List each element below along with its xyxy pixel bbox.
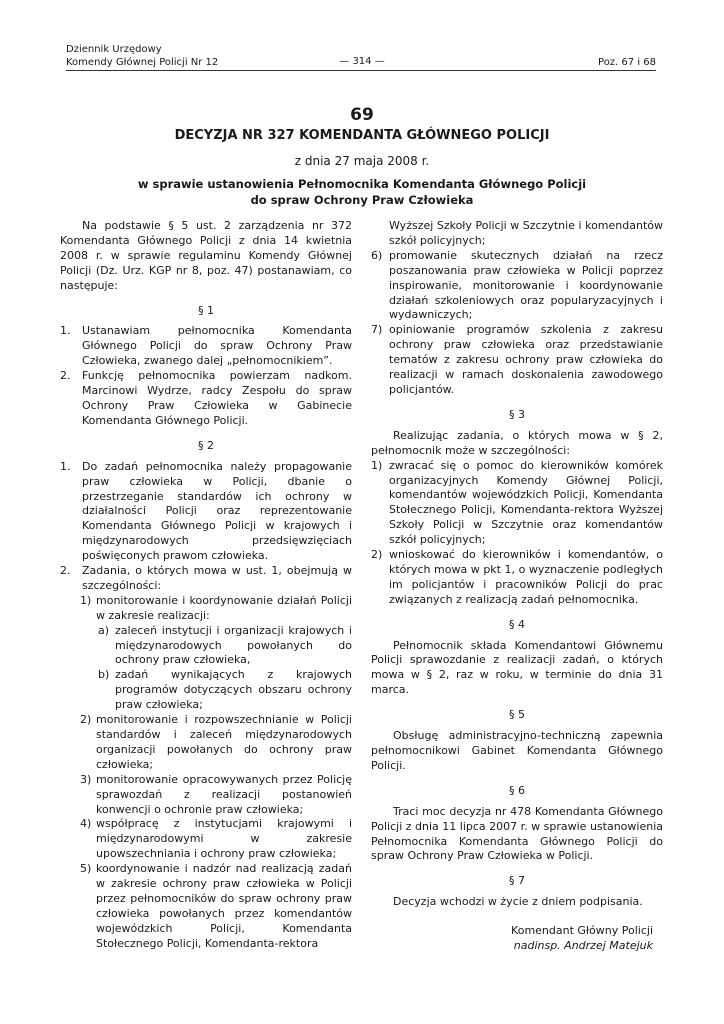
point-number: 2) [80, 713, 92, 727]
point-number: 3) [80, 772, 92, 786]
point-number: 2) [371, 548, 383, 562]
point-text: monitorowanie i rozpowszechnianie w Policji standardów i zaleceń międzynarodowych organizacji powołanych do ochrony praw człowieka; [96, 713, 352, 771]
point-number: 5) [80, 862, 92, 876]
section-2-point-1b [98, 668, 352, 713]
point-text: koordynowanie i nadzór nad realizacją zadań w zakresie ochrony praw człowieka w Policji przez pełnomocników do spraw ochrony praw człowieka powołanych przez komendantów wojewódzkich Policji, Komendanta Stołecznego Policji, Komendanta-rektora [96, 862, 352, 950]
section-2-item-1 [60, 460, 352, 564]
signature-block [371, 924, 653, 954]
section-1-item-2 [60, 369, 352, 429]
item-number: 1. [60, 459, 71, 473]
point-number: 6) [371, 248, 383, 262]
section-1-heading: § 1 [198, 303, 214, 317]
point-text: wnioskować do kierowników i komendantów, o których mowa w pkt 1, o wyznaczenie podległych im policjantów i pracowników Policji do prac związanych z realizacją zadań pełnomocnika. [389, 548, 663, 606]
section-5-heading: § 5 [509, 708, 525, 722]
section-2-point-5-continuation: Wyższej Szkoły Policji w Szczytnie i komendantów szkół policyjnych; [389, 219, 663, 247]
journal-line-1: Dziennik Urzędowy [66, 44, 162, 55]
signatory-name: nadinsp. Andrzej Matejuk [513, 939, 653, 953]
section-3-point-1 [371, 459, 663, 548]
letter-text: zadań wynikających z krajowych programów dotyczących obszaru ochrony praw człowieka; [115, 668, 352, 712]
section-2-point-3 [80, 773, 352, 818]
page-number: — 314 — [339, 56, 385, 67]
journal-line-2: Komendy Głównej Policji Nr 12 [66, 57, 219, 68]
header-divider [66, 70, 656, 71]
point-number: 4) [80, 817, 92, 831]
point-number: 7) [371, 323, 383, 337]
point-text: opiniowanie programów szkolenia z zakresu ochrony praw człowieka oraz przedstawianie tematów z zakresu ochrony praw człowieka do realizacji w ramach doskonalenia zawodowego policjantów. [389, 323, 663, 396]
point-number: 1) [80, 593, 92, 607]
point-text: współpracę z instytucjami krajowymi i międzynarodowymi w zakresie upowszechniania i ochrony praw człowieka; [96, 817, 352, 861]
point-text: monitorowanie opracowywanych przez Policję sprawozdań z realizacji postanowień konwencji o ochronie praw człowieka; [96, 772, 352, 816]
signatory-role: Komendant Główny Policji [511, 924, 653, 938]
item-number: 1. [60, 324, 71, 338]
section-2-point-1 [80, 594, 352, 624]
section-7-text: Decyzja wchodzi w życie z dniem podpisania. [393, 895, 643, 909]
section-2-point-6 [371, 249, 663, 324]
right-column [371, 219, 663, 954]
section-3-heading: § 3 [509, 407, 525, 421]
section-4-text: Pełnomocnik składa Komendantowi Głównemu Policji sprawozdanie z realizacji zadań, o których mowa w § 2, raz w roku, w terminie do dnia 31 marca. [371, 638, 663, 697]
section-6-text: Traci moc decyzja nr 478 Komendanta Głównego Policji z dnia 11 lipca 2007 r. w sprawie ustanowienia Pełnomocnika Komendanta Głównego Policji do spraw Ochrony Praw Człowieka w Policji. [371, 804, 663, 863]
document-number: 69 [350, 105, 374, 125]
item-text: Ustanawiam pełnomocnika Komendanta Głównego Policji do spraw Ochrony Praw Człowieka, zwanego dalej „pełnomocnikiem”. [82, 324, 352, 368]
point-text: zwracać się o pomoc do kierowników komórek organizacyjnych Komendy Głównej Policji, komendantów wojewódzkich Policji, Komendanta Stołecznego Policji, Komendanta-rektora Wyższej Szkoły Policji w Szczytnie oraz komendantów szkół policyjnych; [389, 458, 663, 547]
document-title: DECYZJA NR 327 KOMENDANTA GŁÓWNEGO POLICJI [174, 128, 550, 143]
section-1-item-1 [60, 324, 352, 369]
letter-number: b) [98, 668, 110, 682]
item-text: Funkcję pełnomocnika powierzam nadkom. Marcinowi Wydrze, radcy Zespołu do spraw Ochrony Praw Człowieka w Gabinecie Komendanta Głównego Policji. [82, 369, 352, 427]
section-3-point-2 [371, 548, 663, 608]
position-reference: Poz. 67 i 68 [598, 57, 656, 68]
section-2-point-5 [80, 862, 352, 951]
letter-number: a) [98, 623, 110, 637]
section-7-heading: § 7 [509, 874, 525, 888]
document-subject [0, 176, 724, 208]
section-2-item-2 [60, 564, 352, 594]
intro-paragraph: Na podstawie § 5 ust. 2 zarządzenia nr 372 Komendanta Głównego Policji z dnia 14 kwietnia 2008 r. w sprawie regulaminu Komendy Głównej Policji (Dz. Urz. KGP nr 8, poz. 47) postanawiam, co następuje: [60, 219, 352, 292]
section-3-intro: Realizując zadania, o których mowa w § 2, pełnomocnik może w szczególności: [371, 428, 663, 457]
section-6-heading: § 6 [509, 783, 525, 797]
section-2-point-4 [80, 817, 352, 862]
point-number: 1) [371, 458, 383, 472]
item-text: Zadania, o których mowa w ust. 1, obejmują w szczególności: [82, 564, 352, 592]
section-2-point-7 [371, 323, 663, 398]
section-2-heading: § 2 [198, 438, 214, 452]
point-text: promowanie skutecznych działań na rzecz poszanowania praw człowieka w Policji poprzez inspirowanie, monitorowanie i koordynowanie działań szkoleniowych oraz popularyzacyjnych i wydawniczych; [389, 248, 663, 322]
section-2-point-1a [98, 624, 352, 669]
document-date: z dnia 27 maja 2008 r. [294, 154, 430, 168]
letter-text: zaleceń instytucji i organizacji krajowych i międzynarodowych powołanych do ochrony praw człowieka, [115, 623, 352, 667]
section-2-point-2 [80, 713, 352, 773]
left-column [60, 219, 352, 952]
page-header [0, 0, 724, 80]
section-4-heading: § 4 [509, 617, 525, 631]
title-block [0, 104, 724, 208]
item-number: 2. [60, 369, 71, 383]
subject-line-2: do spraw Ochrony Praw Człowieka [250, 193, 474, 207]
item-text: Do zadań pełnomocnika należy propagowanie praw człowieka w Policji, dbanie o przestrzeganie standardów ich ochrony w działalności Policji oraz reprezentowanie Komendanta Głównego Policji w krajowych i międzynarodowych przedsięwzięciach poświęconych prawom człowieka. [82, 459, 352, 563]
point-text: monitorowanie i koordynowanie działań Policji w zakresie realizacji: [96, 593, 352, 622]
subject-line-1: w sprawie ustanowienia Pełnomocnika Komendanta Głównego Policji [137, 177, 587, 191]
item-number: 2. [60, 564, 71, 578]
section-5-text: Obsługę administracyjno-techniczną zapewnia pełnomocnikowi Gabinet Komendanta Głównego Policji. [371, 729, 663, 772]
